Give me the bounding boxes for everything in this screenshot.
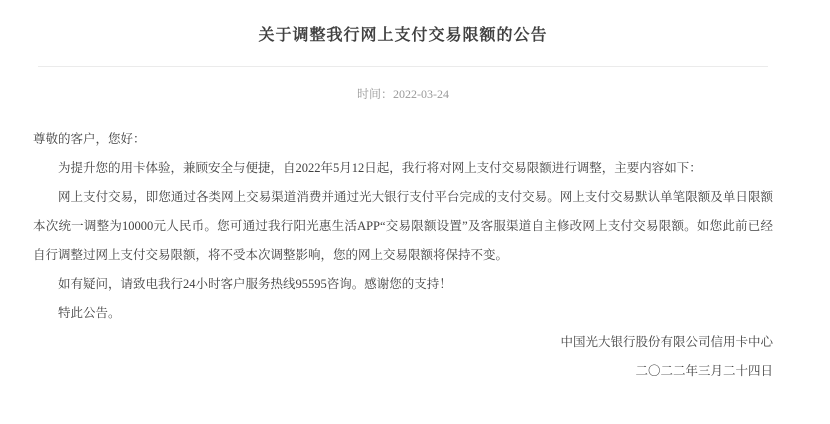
- publish-date: 时间：2022-03-24: [357, 87, 449, 101]
- signature: 中国光大银行股份有限公司信用卡中心: [560, 335, 773, 349]
- signature-date: 二〇二二年三月二十四日: [635, 364, 773, 378]
- paragraph-closing: 特此公告。: [58, 306, 121, 320]
- paragraph-intro: 为提升您的用卡体验，兼顾安全与便捷，自2022年5月12日起，我行将对网上支付交易限额进行调整，主要内容如下：: [58, 161, 702, 175]
- paragraph-limit-details: 网上支付交易，即您通过各类网上交易渠道消费并通过光大银行支付平台完成的支付交易。网上支付交易默认单笔限额及单日限额本次统一调整为10000元人民币。您可通过我行阳光惠生活APP“交易限额设置”及客服渠道自主修改网上支付交易限额。如您此前已经自行调整过网上支付交易限额，将不受本次调整影响，您的网上交易限额将保持不变。: [33, 190, 773, 262]
- salutation: 尊敬的客户，您好：: [33, 132, 146, 146]
- title-divider: [38, 66, 768, 67]
- announcement-body: [33, 125, 773, 386]
- page-title: 关于调整我行网上支付交易限额的公告: [258, 27, 548, 44]
- paragraph-hotline: 如有疑问，请致电我行24小时客户服务热线95595咨询。感谢您的支持！: [58, 277, 452, 291]
